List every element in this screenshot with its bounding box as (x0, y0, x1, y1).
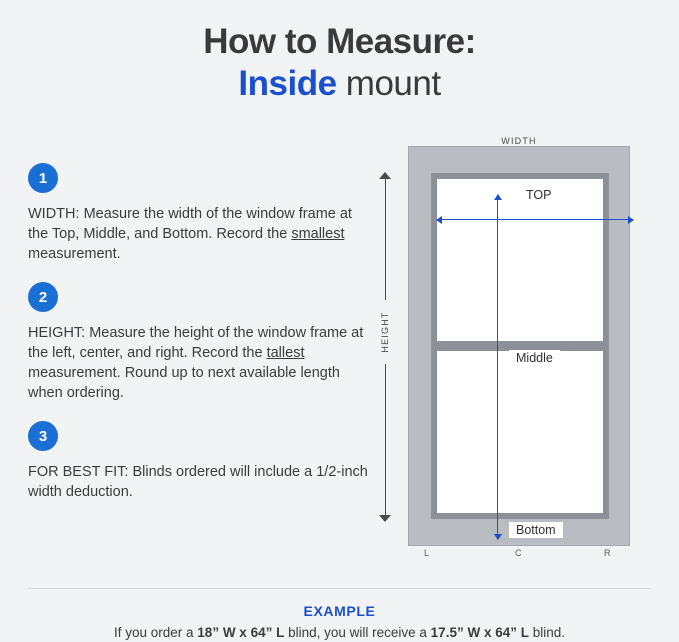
step-lead-1: WIDTH: (28, 206, 80, 222)
step-item-2 (28, 282, 376, 403)
step-badge-1: 1 (28, 163, 58, 193)
pane-label-top: TOP (519, 187, 558, 203)
title-line-1: How to Measure: (203, 22, 476, 61)
column-label-center: C (515, 548, 522, 558)
step-text-3 (28, 462, 376, 502)
step-emphasis-1: smallest (291, 226, 345, 242)
pane-label-bottom: Bottom (509, 522, 563, 538)
step-body-before-3: Blinds ordered will include a 1/2-inch width deduction. (28, 464, 368, 500)
window-inner-frame (431, 173, 609, 519)
footer-divider (28, 588, 651, 589)
step-item-3 (28, 421, 376, 502)
column-label-right: R (604, 548, 611, 558)
step-body-before-1: Measure the width of the window frame at the Top, Middle, and Bottom. Record the (28, 206, 352, 242)
example-suffix: blind. (528, 625, 565, 640)
steps-list (28, 163, 376, 520)
column-label-left: L (424, 548, 430, 558)
page-title (0, 22, 679, 106)
example-middle: blind, you will receive a (284, 625, 431, 640)
example-received-size: 17.5” W x 64” L (430, 625, 529, 640)
step-text-1 (28, 204, 376, 264)
window-pane-bottom (436, 350, 604, 514)
window-frame (408, 146, 630, 546)
example-title: EXAMPLE (303, 603, 376, 619)
example-prefix: If you order a (114, 625, 198, 640)
step-badge-3: 3 (28, 421, 58, 451)
step-item-1 (28, 163, 376, 264)
height-axis-label: HEIGHT (380, 300, 390, 364)
measurement-line-width (437, 219, 633, 220)
example-section (0, 603, 679, 640)
step-body-after-1: measurement. (28, 246, 121, 262)
example-ordered-size: 18” W x 64” L (197, 625, 285, 640)
title-line-2 (0, 62, 679, 106)
step-body-after-2: measurement. Round up to next available length when ordering. (28, 365, 340, 401)
window-diagram (378, 130, 650, 560)
column-labels (408, 548, 630, 564)
width-axis-label: WIDTH (495, 136, 543, 146)
height-arrow-up-icon (379, 172, 391, 179)
pane-label-middle: Middle (509, 350, 560, 366)
width-axis-label-wrap (408, 136, 630, 146)
example-text (0, 625, 679, 640)
step-lead-2: HEIGHT: (28, 325, 86, 341)
step-lead-3: FOR BEST FIT: (28, 464, 129, 480)
title-rest-word: mount (336, 64, 441, 104)
step-emphasis-2: tallest (266, 345, 305, 361)
step-text-2 (28, 323, 376, 403)
height-arrow-down-icon (379, 515, 391, 522)
title-accent-word: Inside (238, 64, 337, 104)
height-dimension-arrow (378, 172, 392, 522)
step-body-before-2: Measure the height of the window frame at the left, center, and right. Record the (28, 325, 364, 361)
measurement-line-height (497, 195, 498, 539)
step-badge-2: 2 (28, 282, 58, 312)
